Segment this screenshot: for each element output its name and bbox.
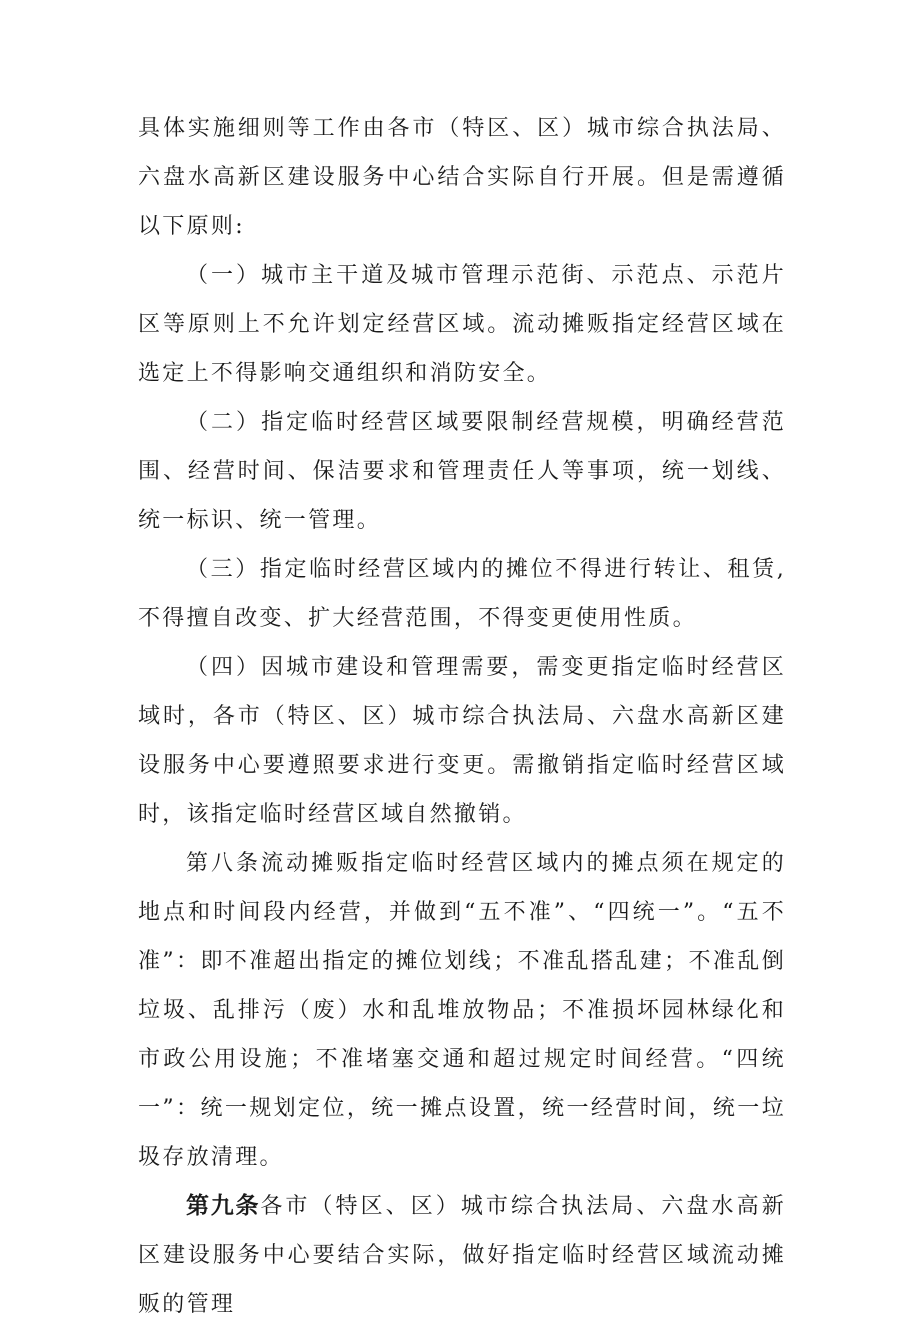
paragraph-article-9 (138, 1182, 786, 1329)
article-9-heading: 第九条 (186, 1193, 261, 1219)
paragraph-principle-2: （二）指定临时经营区域要限制经营规模，明确经营范围、经营时间、保洁要求和管理责任人等事项，统一划线、统一标识、统一管理。 (138, 410, 786, 533)
document-page (138, 104, 786, 1329)
paragraph-article-8: 第八条流动摊贩指定临时经营区域内的摊点须在规定的地点和时间段内经营，并做到“五不准”、“四统一”。“五不准”：即不准超出指定的摊位划线；不准乱搭乱建；不准乱倒垃圾、乱排污（废）水和乱堆放物品；不准损坏园林绿化和市政公用设施；不准堵塞交通和超过规定时间经营。“四统一”：统一规划定位，统一摊点设置，统一经营时间，统一垃圾存放清理。 (138, 851, 786, 1170)
paragraph-principle-3: （三）指定临时经营区域内的摊位不得进行转让、租赁,不得擅自改变、扩大经营范围，不得变更使用性质。 (138, 557, 786, 631)
paragraph-principle-1: （一）城市主干道及城市管理示范街、示范点、示范片区等原则上不允许划定经营区域。流动摊贩指定经营区域在选定上不得影响交通组织和消防安全。 (138, 263, 786, 386)
paragraph-principles-intro: 具体实施细则等工作由各市（特区、区）城市综合执法局、六盘水高新区建设服务中心结合实际自行开展。但是需遵循以下原则: (138, 116, 786, 239)
article-9-text: 各市（特区、区）城市综合执法局、六盘水高新区建设服务中心要结合实际，做好指定临时经营区域流动摊贩的管理 (138, 1194, 786, 1317)
paragraph-principle-4: （四）因城市建设和管理需要，需变更指定临时经营区域时，各市（特区、区）城市综合执法局、六盘水高新区建设服务中心要遵照要求进行变更。需撤销指定临时经营区域时，该指定临时经营区域自然撤销。 (138, 655, 786, 827)
